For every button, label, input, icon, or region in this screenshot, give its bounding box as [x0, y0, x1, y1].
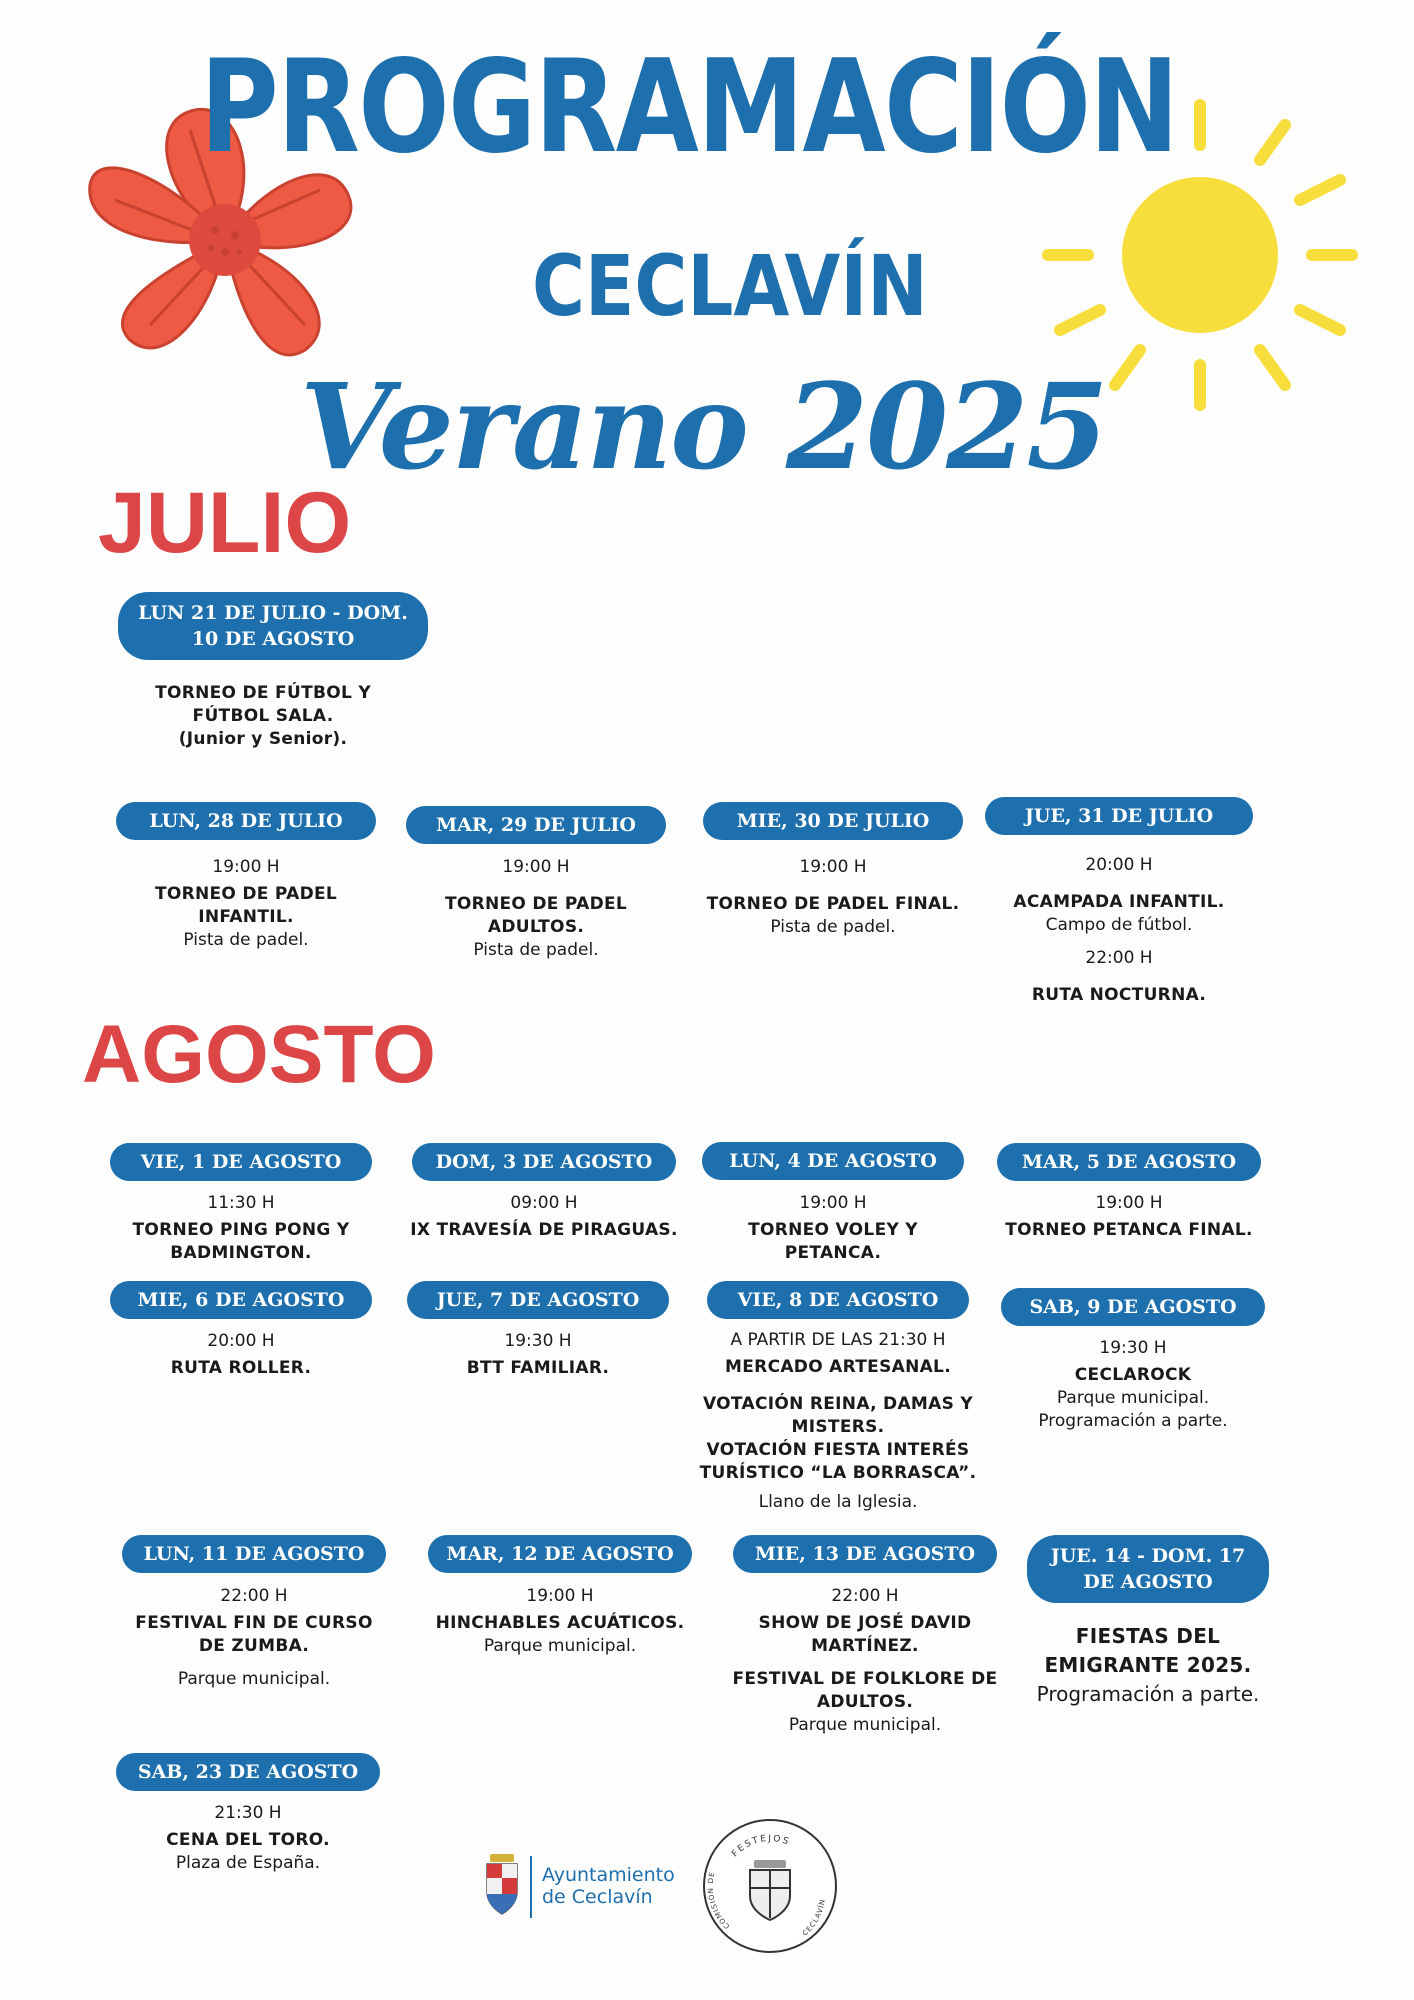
event-time: 19:30 H [504, 1331, 572, 1351]
event-place: Parque municipal. [177, 1669, 331, 1689]
event-block [702, 1192, 964, 1265]
event-place: Programación a parte. [1036, 1682, 1260, 1706]
event-note: (Junior y Senior). [178, 729, 348, 749]
date-pill: SAB, 23 DE AGOSTO [116, 1753, 380, 1791]
date-pill: SAB, 9 DE AGOSTO [1001, 1288, 1265, 1326]
event-name: FESTIVAL FIN DE CURSO DE ZUMBA. [135, 1613, 373, 1656]
ayuntamiento-logo-text [542, 1864, 675, 1908]
date-pill: MAR, 12 DE AGOSTO [428, 1535, 692, 1573]
date-pill: JUE, 31 DE JULIO [985, 797, 1253, 835]
date-pill: MIE, 13 DE AGOSTO [733, 1535, 997, 1573]
coat-of-arms-icon [484, 1852, 520, 1916]
ayuntamiento-line1: Ayuntamiento [542, 1864, 675, 1886]
event-place: Pista de padel. [473, 940, 599, 960]
event-time: 19:00 H [799, 1193, 867, 1213]
date-pill: MIE, 30 DE JULIO [703, 802, 963, 840]
event-time: 20:00 H [1085, 855, 1153, 875]
event-name: RUTA NOCTURNA. [1031, 985, 1207, 1005]
event-name: CECLAROCK [1074, 1365, 1192, 1385]
date-pill: LUN, 11 DE AGOSTO [122, 1535, 386, 1573]
event-name: VOTACIÓN REINA, DAMAS Y MISTERS. [703, 1394, 973, 1437]
event-time: 22:00 H [220, 1586, 288, 1606]
event-place: Pista de padel. [183, 930, 309, 950]
event-block [985, 854, 1253, 1007]
event-time: 19:30 H [1099, 1338, 1167, 1358]
footer-divider [530, 1856, 532, 1918]
town-title: CECLAVÍN [532, 237, 928, 335]
event-block [1001, 1337, 1265, 1433]
event-place: Programación a parte. [1038, 1411, 1228, 1431]
event-block [725, 1585, 1005, 1737]
event-name: FIESTAS DEL EMIGRANTE 2025. [1044, 1624, 1252, 1677]
date-pill: JUE. 14 - DOM. 17 DE AGOSTO [1027, 1535, 1269, 1603]
month-heading-agosto: AGOSTO [82, 1009, 436, 1100]
event-name: ACAMPADA INFANTIL. [1013, 892, 1225, 912]
date-pill: LUN, 28 DE JULIO [116, 802, 376, 840]
event-block [703, 856, 963, 939]
event-block [692, 1329, 984, 1514]
event-name: TORNEO DE PADEL INFANTIL. [154, 884, 338, 927]
event-place: Parque municipal. [788, 1715, 942, 1735]
date-pill: MAR, 5 DE AGOSTO [997, 1143, 1261, 1181]
event-place: Llano de la Iglesia. [758, 1492, 918, 1512]
event-block [116, 1802, 380, 1875]
event-name: IX TRAVESÍA DE PIRAGUAS. [410, 1220, 678, 1240]
event-time: 19:00 H [1095, 1193, 1163, 1213]
event-name: TORNEO PETANCA FINAL. [1005, 1220, 1253, 1240]
event-time: 09:00 H [510, 1193, 578, 1213]
event-name: TORNEO DE PADEL FINAL. [706, 894, 960, 914]
event-name: CENA DEL TORO. [166, 1830, 330, 1850]
page-title: PROGRAMACIÓN [200, 33, 1178, 182]
event-name: RUTA ROLLER. [170, 1358, 312, 1378]
date-pill: DOM, 3 DE AGOSTO [412, 1143, 676, 1181]
event-time: 19:00 H [526, 1586, 594, 1606]
event-place: Parque municipal. [1056, 1388, 1210, 1408]
event-name: TORNEO DE FÚTBOL Y FÚTBOL SALA. [155, 683, 371, 726]
event-block [110, 1192, 372, 1265]
event-name: TORNEO VOLEY Y PETANCA. [748, 1220, 918, 1263]
seal-top-text: FESTEJOS [730, 1833, 792, 1860]
event-name: SHOW DE JOSÉ DAVID MARTÍNEZ. [758, 1613, 972, 1656]
event-time: 22:00 H [1085, 948, 1153, 968]
event-time: 19:00 H [502, 857, 570, 877]
event-name: TORNEO DE PADEL ADULTOS. [444, 894, 628, 937]
season-title: Verano 2025 [300, 357, 1107, 496]
event-time: 11:30 H [207, 1193, 275, 1213]
date-pill: LUN, 4 DE AGOSTO [702, 1142, 964, 1180]
event-place: Plaza de España. [175, 1853, 321, 1873]
date-pill: VIE, 8 DE AGOSTO [707, 1281, 969, 1319]
date-pill: MIE, 6 DE AGOSTO [110, 1281, 372, 1319]
event-time: 19:00 H [212, 857, 280, 877]
event-time: 21:30 H [214, 1803, 282, 1823]
event-time: 22:00 H [831, 1586, 899, 1606]
event-block [406, 856, 666, 962]
date-pill: VIE, 1 DE AGOSTO [110, 1143, 372, 1181]
event-place: Pista de padel. [770, 917, 896, 937]
event-block [404, 1192, 684, 1242]
event-block [116, 856, 376, 952]
event-block [428, 1585, 692, 1658]
seal-left-text: COMISIÓN DE [706, 1870, 732, 1931]
event-name: HINCHABLES ACUÁTICOS. [435, 1613, 685, 1633]
event-block [997, 1192, 1261, 1242]
date-pill: JUE, 7 DE AGOSTO [407, 1281, 669, 1319]
date-pill: LUN 21 DE JULIO - DOM. 10 DE AGOSTO [118, 592, 428, 660]
month-heading-julio: JULIO [98, 475, 352, 571]
event-block [122, 1585, 386, 1691]
date-pill: MAR, 29 DE JULIO [406, 806, 666, 844]
event-place: Campo de fútbol. [1045, 915, 1193, 935]
festejos-seal-icon [700, 1816, 840, 1956]
event-block [1012, 1622, 1284, 1709]
event-time: 20:00 H [207, 1331, 275, 1351]
event-block [110, 1330, 372, 1380]
ayuntamiento-line2: de Ceclavín [542, 1886, 653, 1908]
event-time: A PARTIR DE LAS 21:30 H [730, 1330, 946, 1350]
seal-bottom-text: CECLAVÍN [800, 1898, 827, 1938]
event-time: 19:00 H [799, 857, 867, 877]
event-block [118, 682, 408, 751]
event-name: VOTACIÓN FIESTA INTERÉS TURÍSTICO “LA BORRASCA”. [699, 1440, 977, 1483]
event-name: BTT FAMILIAR. [466, 1358, 610, 1378]
event-name: MERCADO ARTESANAL. [725, 1357, 951, 1377]
event-name: FESTIVAL DE FOLKLORE DE ADULTOS. [732, 1669, 998, 1712]
event-place: Parque municipal. [483, 1636, 637, 1656]
event-block [407, 1330, 669, 1380]
event-name: TORNEO PING PONG Y BADMINGTON. [132, 1220, 350, 1263]
